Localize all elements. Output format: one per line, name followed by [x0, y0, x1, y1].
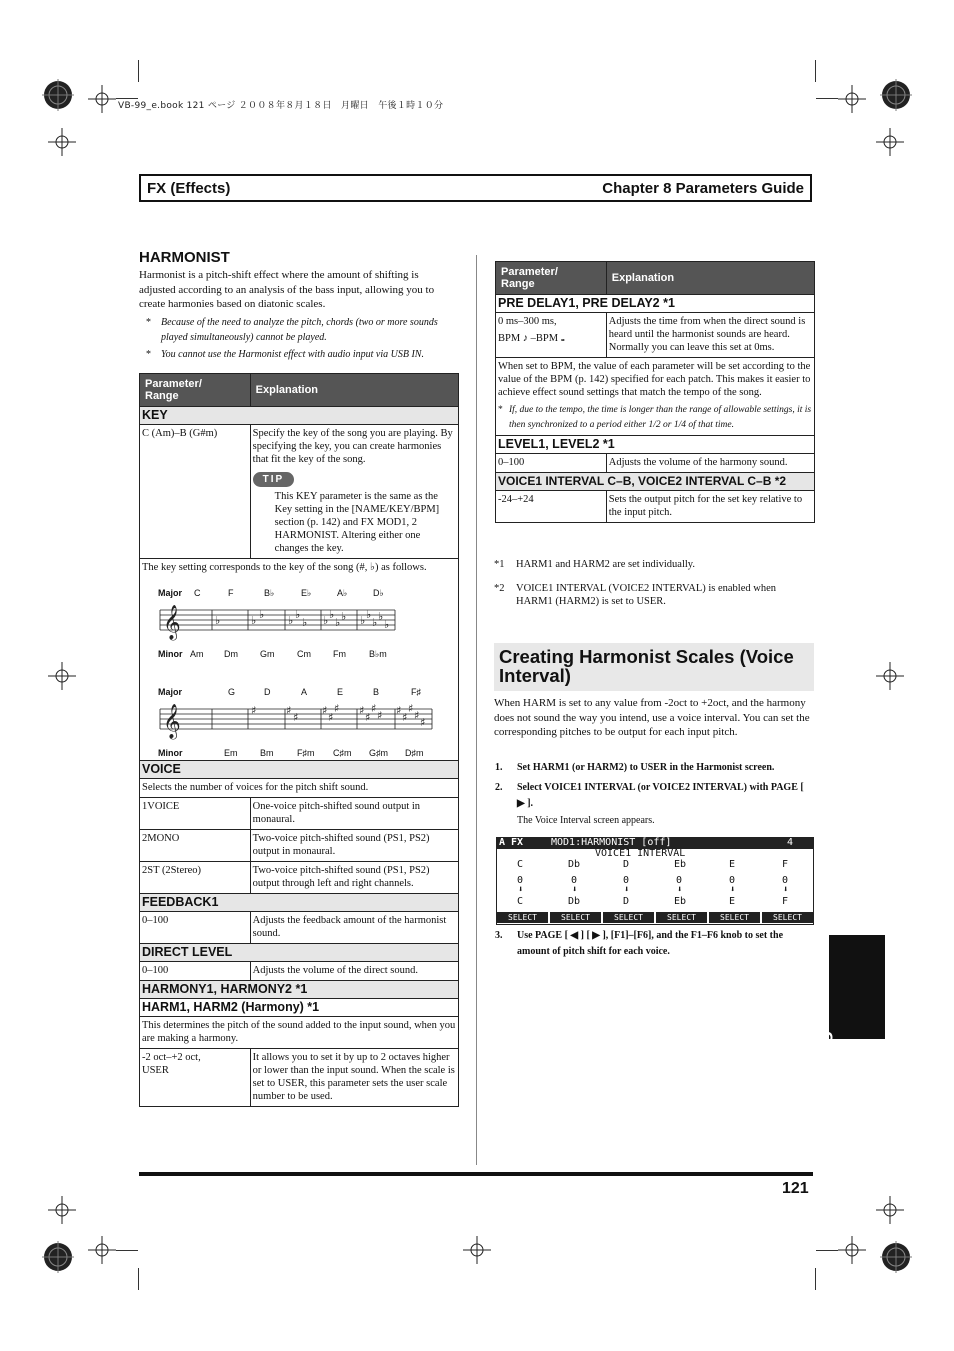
- table-row: 2MONO Two-voice pitch-shifted sound (PS1, PS2) output in monaural.: [140, 830, 459, 862]
- sharp-key-signatures: [155, 684, 435, 762]
- svg-text:♯: ♯: [293, 711, 299, 724]
- svg-text:♭: ♭: [259, 608, 265, 621]
- registration-mark-icon: [876, 75, 916, 115]
- footer-rule: [139, 1172, 813, 1176]
- scales-intro: When HARM is set to any value from -2oct to +2oct, and the harmony does not sound the way you intend, use a voice interval. You can set the corresponding pitches to be output for each input pitch.: [494, 697, 810, 738]
- svg-text:♭: ♭: [378, 610, 384, 623]
- crosshair-mark-icon: [48, 662, 76, 690]
- key-label: E♭: [301, 588, 312, 598]
- harmonist-note: * Because of the need to analyze the pitch, chords (two or more sounds played simultaneously) cannot be played.: [146, 317, 438, 343]
- param-row-predelay: PRE DELAY1, PRE DELAY2 *1: [496, 295, 815, 313]
- key-label: D: [264, 687, 271, 697]
- svg-text:♭: ♭: [251, 614, 257, 627]
- down-arrow-icon: ⬇: [783, 885, 789, 895]
- key-label: F♯m: [297, 748, 315, 758]
- table-row: -24–+24 Sets the output pitch for the set key relative to the input pitch.: [496, 491, 815, 523]
- svg-text:♯: ♯: [359, 704, 365, 717]
- svg-text:♭: ♭: [335, 616, 341, 629]
- param-row-key: KEY: [140, 407, 459, 425]
- svg-text:♯: ♯: [377, 709, 383, 722]
- key-notation-note: The key setting corresponds to the key of the song (#, ♭) as follows.: [142, 562, 427, 573]
- table-row: [140, 779, 459, 798]
- crop-line: [116, 1250, 138, 1251]
- minor-label: Minor: [158, 748, 183, 758]
- svg-text:♭: ♭: [384, 618, 390, 631]
- svg-text:♯: ♯: [402, 711, 408, 724]
- param-row-voice-interval: VOICE1 INTERVAL C–B, VOICE2 INTERVAL C–B *2: [496, 473, 815, 491]
- harmonist-parameter-table-continued: [495, 261, 815, 523]
- harmonist-intro: Harmonist is a pitch-shift effect where the amount of shifting is adjusted according to an analysis of the bass input, allowing you to create harmonies based on diatonic scales.: [139, 269, 435, 310]
- lcd-function-buttons: [497, 912, 813, 923]
- param-row-level: LEVEL1, LEVEL2 *1: [496, 436, 815, 454]
- svg-text:♭: ♭: [288, 614, 294, 627]
- harmony-desc: This determines the pitch of the sound added to the input sound, when you are making a harmony.: [140, 1017, 459, 1049]
- lcd-select-button[interactable]: SELECT: [709, 912, 760, 923]
- table-row: 0–100 Adjusts the volume of the direct sound.: [140, 962, 459, 981]
- down-arrow-icon: ⬇: [572, 885, 578, 895]
- down-arrow-icon: ⬇: [518, 885, 524, 895]
- svg-text:♯: ♯: [286, 704, 292, 717]
- chapter-tab: Chapter 8: [829, 935, 885, 1039]
- crosshair-mark-icon: [876, 128, 904, 156]
- svg-text:♭: ♭: [329, 608, 335, 621]
- flat-key-signatures: [155, 585, 400, 663]
- header-param: Parameter/ Range: [496, 262, 607, 295]
- down-arrow-icon: ⬇: [677, 885, 683, 895]
- svg-text:♯: ♯: [420, 716, 426, 729]
- svg-text:♯: ♯: [322, 704, 328, 717]
- svg-text:♭: ♭: [372, 616, 378, 629]
- crosshair-mark-icon: [838, 85, 866, 113]
- param-row-feedback: FEEDBACK1: [140, 894, 459, 912]
- staff-icon: [155, 701, 435, 741]
- header-explanation: Explanation: [250, 374, 458, 407]
- param-row-harm: HARM1, HARM2 (Harmony) *1: [140, 999, 459, 1017]
- page-number: 121: [782, 1180, 809, 1197]
- crop-line: [138, 1268, 139, 1290]
- svg-text:♯: ♯: [328, 711, 334, 724]
- steps-list: [495, 928, 813, 960]
- crosshair-mark-icon: [88, 85, 116, 113]
- lcd-select-button[interactable]: SELECT: [603, 912, 654, 923]
- step: 2. Select VOICE1 INTERVAL (or VOICE2 INTERVAL) with PAGE [ ▶ ]. The Voice Interval screen appears.: [495, 782, 804, 826]
- lcd-select-button[interactable]: SELECT: [656, 912, 707, 923]
- lcd-mode: A FX: [499, 837, 524, 848]
- svg-text:♭: ♭: [341, 610, 347, 623]
- table-row: 0 ms–300 ms, BPM ♪ –BPM 𝅝 Adjusts the time from when the direct sound is heard until the harmonist sounds are heard. Normally you can leave this set at 0ms.: [496, 313, 815, 358]
- key-label: G: [228, 687, 236, 697]
- table-row: 0–100 Adjusts the feedback amount of the harmonist sound.: [140, 912, 459, 944]
- key-label: Bm: [260, 748, 274, 758]
- lcd-voice-interval-screen: [496, 837, 814, 925]
- key-label: Cm: [297, 649, 311, 659]
- lcd-select-button[interactable]: SELECT: [762, 912, 813, 923]
- svg-text:♯: ♯: [371, 702, 377, 715]
- crosshair-mark-icon: [48, 1196, 76, 1224]
- harmonist-heading: HARMONIST: [139, 249, 230, 266]
- lcd-title: MOD1:HARMONIST [off]: [551, 837, 672, 848]
- svg-text:♯: ♯: [414, 709, 420, 722]
- svg-text:♭: ♭: [323, 614, 329, 627]
- svg-text:𝄞: 𝄞: [163, 605, 181, 640]
- major-label: Major: [158, 687, 183, 697]
- key-label: E: [337, 687, 344, 697]
- minor-label: Minor: [158, 649, 183, 659]
- down-arrow-icon: ⬇: [624, 885, 630, 895]
- tip-badge: TIP: [253, 472, 295, 487]
- crosshair-mark-icon: [48, 128, 76, 156]
- svg-text:♭: ♭: [295, 608, 301, 621]
- registration-mark-icon: [876, 1237, 916, 1277]
- key-label: F: [228, 588, 234, 598]
- key-label: B♭m: [369, 649, 387, 659]
- steps-list: [495, 760, 813, 829]
- key-range: C (Am)–B (G#m): [140, 425, 251, 559]
- param-row-harmony: HARMONY1, HARMONY2 *1: [140, 981, 459, 999]
- step: 1. Set HARM1 (or HARM2) to USER in the Harmonist screen.: [495, 762, 775, 773]
- key-label: A♭: [337, 588, 348, 598]
- key-label: C♯m: [333, 748, 352, 758]
- table-header-row: [496, 262, 815, 295]
- svg-text:♭: ♭: [215, 614, 221, 627]
- lcd-select-button[interactable]: SELECT: [497, 912, 548, 923]
- section-title-box: [494, 643, 814, 691]
- key-label: Em: [224, 748, 238, 758]
- chapter-header-bar: [139, 174, 812, 202]
- svg-text:♯: ♯: [365, 711, 371, 724]
- table-row: -2 oct–+2 oct, USER It allows you to set it by up to 2 octaves higher or lower than the input sound. When the scale is set to USER, this parameter sets the user scale number to be used.: [140, 1049, 459, 1107]
- svg-text:♭: ♭: [366, 608, 372, 621]
- table-row: [140, 1017, 459, 1049]
- key-label: D♯m: [405, 748, 424, 758]
- svg-text:♭: ♭: [360, 614, 366, 627]
- svg-text:♯: ♯: [396, 704, 402, 717]
- lcd-grid: C Db D Eb E F 0 0 0 0 0 0 ⬇ ⬇ ⬇ ⬇ ⬇ ⬇ C Db D Eb E F: [517, 859, 789, 907]
- major-label: Major: [158, 588, 183, 598]
- footnote: *2 VOICE1 INTERVAL (VOICE2 INTERVAL) is enabled when HARM1 (HARM2) is set to USER.: [494, 583, 776, 607]
- table-row: [496, 358, 815, 436]
- key-label: Fm: [333, 649, 346, 659]
- footnotes: [494, 558, 814, 608]
- key-explanation: Specify the key of the song you are playing. By specifying the key, you can create harmonies that fit the key of the song. TIP This KEY parameter is the same as the Key setting in the [NAME/KEY/BPM] section (p. 142) and FX MOD1, 2 HARMONIST. Altering either one changes the key.: [250, 425, 458, 559]
- svg-text:♯: ♯: [251, 704, 257, 717]
- svg-text:♯: ♯: [334, 702, 340, 715]
- footnote: *1 HARM1 and HARM2 are set individually.: [494, 559, 695, 570]
- crosshair-mark-icon: [876, 662, 904, 690]
- crosshair-mark-icon: [876, 1196, 904, 1224]
- crop-line: [815, 1268, 816, 1290]
- header-param: Parameter/ Range: [140, 374, 251, 407]
- key-label: B: [373, 687, 380, 697]
- key-label: Gm: [260, 649, 275, 659]
- lcd-page: 4: [787, 837, 794, 848]
- crop-line: [138, 60, 139, 82]
- section-title: Creating Harmonist Scales (Voice Interval): [499, 646, 794, 686]
- down-arrow-icon: ⬇: [730, 885, 736, 895]
- svg-text:♯: ♯: [408, 702, 414, 715]
- key-label: F♯: [411, 687, 421, 697]
- predelay-note: When set to BPM, the value of each parameter will be set according to the value of the BPM (p. 142) specified for each patch. This makes it easier to achieve effect sound settings that match the tempo of the song.: [498, 361, 811, 398]
- table-row: 2ST (2Stereo) Two-voice pitch-shifted sound (PS1, PS2) output through left and right channels.: [140, 862, 459, 894]
- print-header: VB-99_e.book 121 ページ ２００８年８月１８日 月曜日 午後１時１０分: [118, 101, 444, 111]
- key-label: G♯m: [369, 748, 388, 758]
- table-row: 1VOICE One-voice pitch-shifted sound output in monaural.: [140, 798, 459, 830]
- param-row-voice: VOICE: [140, 761, 459, 779]
- lcd-select-button[interactable]: SELECT: [550, 912, 601, 923]
- chapter-name: Chapter 8 Parameters Guide: [602, 180, 804, 197]
- crosshair-mark-icon: [88, 1236, 116, 1264]
- param-row-direct-level: DIRECT LEVEL: [140, 944, 459, 962]
- tip-text: This KEY parameter is the same as the Key setting in the [NAME/KEY/BPM] section (p. 142) and FX MOD1, 2 HARMONIST. Altering either one changes the key.: [274, 491, 440, 554]
- header-explanation: Explanation: [606, 262, 814, 295]
- crop-line: [816, 1250, 838, 1251]
- harmonist-note: * You cannot use the Harmonist effect with audio input via USB IN.: [146, 349, 424, 360]
- column-divider: [476, 255, 477, 1165]
- crop-line: [815, 60, 816, 82]
- table-header-row: [140, 374, 459, 407]
- registration-mark-icon: [38, 1237, 78, 1277]
- table-row: [140, 425, 459, 559]
- key-label: C: [194, 588, 201, 598]
- key-label: D♭: [373, 588, 384, 598]
- key-label: A: [301, 687, 308, 697]
- svg-text:♭: ♭: [302, 616, 308, 629]
- crop-line: [816, 98, 838, 99]
- predelay-subnote: * If, due to the tempo, the time is longer than the range of allowable settings, it is then synchronized to a period either 1/2 or 1/4 of that time.: [498, 405, 812, 430]
- section-name: FX (Effects): [147, 180, 231, 197]
- key-label: B♭: [264, 588, 275, 598]
- step: 3. Use PAGE [ ◀ ] [ ▶ ], [F1]–[F6], and the F1–F6 knob to set the amount of pitch shift for each voice.: [495, 930, 784, 957]
- lcd-subtitle: VOICE1 INTERVAL: [595, 848, 686, 859]
- registration-mark-icon: [38, 75, 78, 115]
- voice-desc: Selects the number of voices for the pitch shift sound.: [140, 779, 459, 798]
- crosshair-mark-icon: [463, 1236, 491, 1264]
- key-label: Dm: [224, 649, 238, 659]
- crosshair-mark-icon: [838, 1236, 866, 1264]
- table-row: 0–100 Adjusts the volume of the harmony sound.: [496, 454, 815, 473]
- svg-text:𝄞: 𝄞: [163, 704, 181, 739]
- key-label: Am: [190, 649, 204, 659]
- staff-icon: [155, 602, 400, 642]
